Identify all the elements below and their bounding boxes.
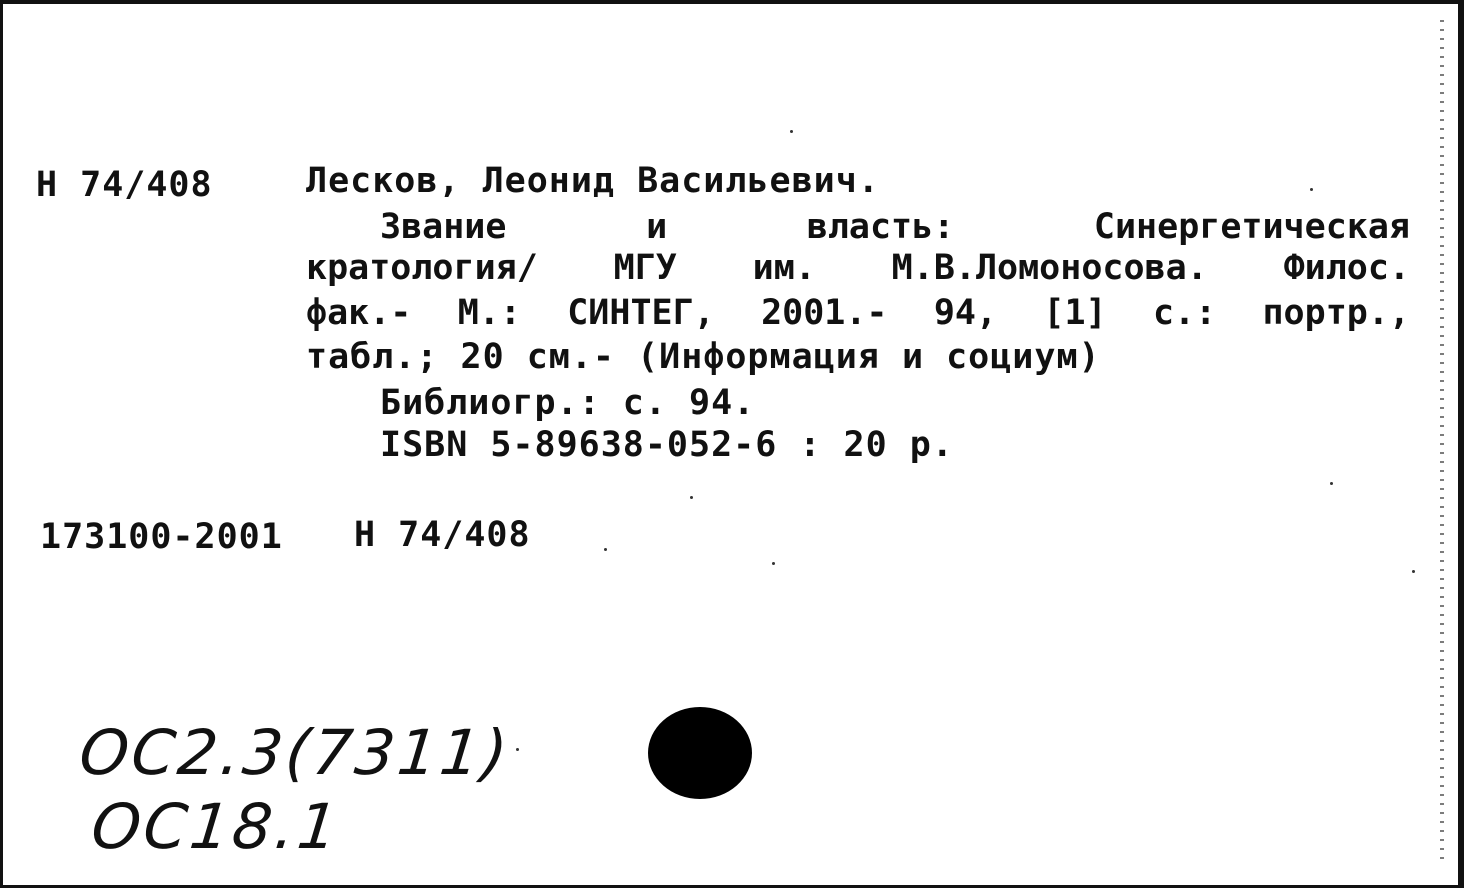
description-word: М.: [457,293,521,333]
title-word: власть: [806,207,955,247]
description-word: СИНТЕГ, [567,293,715,333]
description-word: Филос. [1283,248,1410,288]
card-left-edge [0,0,3,888]
punched-hole [648,707,752,799]
description-word: кратология/ [306,248,538,288]
isbn-line: ISBN 5-89638-052-6 : 20 р. [380,425,954,465]
card-right-edge-noise [1440,20,1444,860]
handwritten-classification-2: ОС18.1 [88,790,345,863]
handwritten-classification-1: ОС2.3(7311) [76,716,514,789]
description-word: 2001.- [761,293,888,333]
scan-speck [772,562,775,565]
description-line-2 [306,248,1410,288]
description-word: 94, [933,293,998,333]
title-word: Звание [380,207,507,247]
description-line-3 [306,293,1410,333]
accession-number: 173100-2001 [40,517,283,557]
description-word: им. [752,248,816,288]
shelf-mark: Н 74/408 [36,165,213,205]
description-word: фак.- [306,293,412,333]
description-line-4: табл.; 20 см.- (Информация и социум) [306,337,1101,377]
title-line [380,207,1410,247]
author-heading: Лесков, Леонид Васильевич. [306,161,880,201]
scan-speck [690,496,693,499]
description-word: портр., [1262,293,1410,333]
card-right-edge [1458,0,1464,888]
description-word: с.: [1152,293,1217,333]
scan-speck [1412,570,1415,573]
description-word: [1] [1043,293,1107,333]
description-word: М.В.Ломоносова. [891,248,1208,288]
title-word: и [646,207,668,247]
shelf-mark-bottom: Н 74/408 [354,515,531,555]
scan-speck [604,548,607,551]
card-top-edge [0,0,1464,4]
scan-speck [1330,482,1333,485]
scan-speck [516,748,519,751]
title-word: Синергетическая [1093,207,1410,247]
scan-speck [1310,188,1313,191]
description-word: МГУ [613,248,677,288]
bibliography-note: Библиогр.: с. 94. [380,383,756,423]
scan-speck [790,130,793,133]
